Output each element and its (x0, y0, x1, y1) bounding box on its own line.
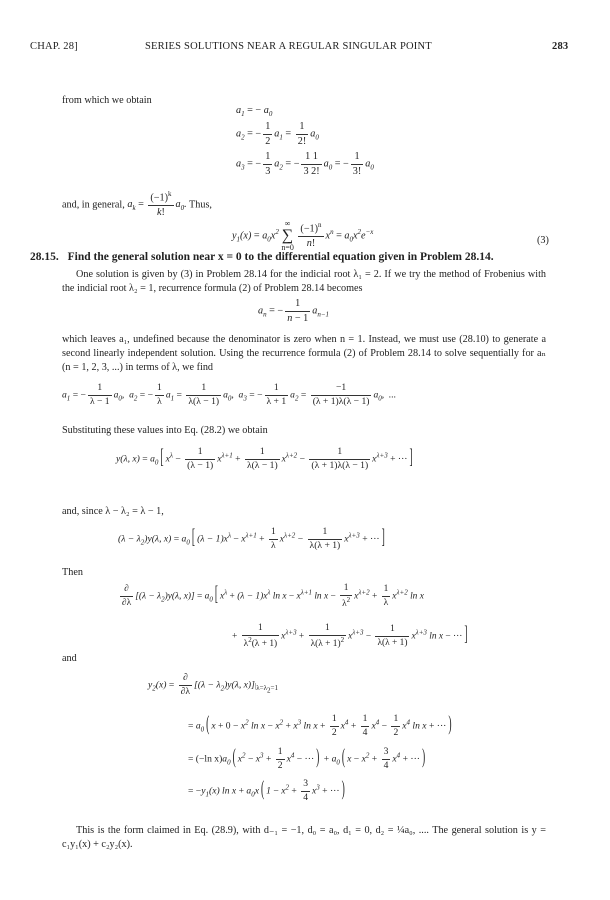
eq-number-3: (3) (537, 235, 549, 246)
running-head-chapter: CHAP. 28] (30, 41, 78, 52)
eq-y2-def: $y_2(x)$ = $\frac{\partial}{\partial\lambda}$ [$(\lambda - \lambda_2)y(\lambda$, $x)]|_{\lambda=\lambda_2=1}$ (148, 672, 278, 697)
problem-number: 28.15. (30, 251, 59, 263)
general-post-text: Thus, (189, 199, 212, 211)
eq-a2: $a_2$ = − $\frac{1}{2}$ $a_1$ = $\frac{1}{2!}$ $a_0$ (236, 121, 319, 147)
eq-y-lambda: y(λ, $x) = a_0$ [ $x^\lambda$ − $\frac{1}{(\lambda - 1)}$ $x^{\lambda+1}$ + $\frac{1}{\lambda(\lambda - 1)}$ $x^{\lambda+2}$ − $\frac{1}{(\lambda + 1)\lambda(\lambda - 1)}$ $x^{\lambda+3}$ + ··· ] (116, 445, 413, 471)
general-pre-text: and, in general, (62, 199, 125, 211)
body-paragraph-4: and, since λ − λ₂ = λ − 1, (62, 506, 164, 517)
eq-recurrence: $a_n$ = − $\frac{1}{n - 1}$ $a_{n-1}$ (258, 298, 330, 324)
eq-y1: $y_1(x) = a_0x^2$ ∞ ∑ n=0 $\frac{(-1)^n}{n!}$ $x^n = a_0x^2e^{-x}$ (232, 219, 374, 252)
intro-text: from which we obtain (62, 95, 152, 106)
body-paragraph-2: which leaves a₁, undefined because the denominator is zero when n = 1. Instead, we must use (28.10) to generate a second linearly independent solution. Using the recurrence formula (2) of Problem 28.14 to solve sequentially for aₙ (n = 1, 2, 3, ...) in terms of λ, we find (62, 334, 546, 373)
eq-a3: $a_3$ = − $\frac{1}{3}$ $a_2$ = − $\frac{1 1}{3 2!}$ $a_0$ = − $\frac{1}{3!}$ $a_0$ (236, 151, 374, 177)
eq-y2-line2: = (−ln $x)a_0$ ( $x^2 - x^3$ + $\frac{1}{2}$ $x^4$ − ··· ) + $a_0$ ( $x - x^2$ + $\frac{3}{4}$ $x^4$ + ··· ) (188, 745, 426, 771)
eq-a1: $a_1$ = − $a_0$ (236, 105, 273, 119)
body-paragraph-7: This is the form claimed in Eq. (28.9), with d₋₁ = −1, d₀ = a₀, d₁ = 0, d₂ = ¼a₀, .... The general solution is y = c₁y₁(x) + c₂y₂(x). (62, 825, 546, 850)
problem-statement: Find the general solution near x = 0 to the differential equation given in Problem 28.14. (67, 251, 494, 263)
eq-derivative-line2: + $\frac{1}{\lambda^2(\lambda + 1)}$ $x^{\lambda+3}$ + $\frac{1}{\lambda(\lambda + 1)^2}$ $x^{\lambda+3}$ − $\frac{1}{\lambda(\lambda + 1)}$ $x^{\lambda+3}$ ln x − ··· ] (232, 623, 468, 649)
eq-ak: $a_k$ = $\frac{(-1)^k}{k!}$ $a_0$. (127, 190, 187, 219)
eq-lambda-minus-lambda2: $(\lambda - \lambda_2)y(\lambda$, $x) = a_0$ [ $(\lambda - 1)x^\lambda - x^{\lambda+1}$ + $\frac{1}{\lambda}$ $x^{\lambda+2}$ − $\frac{1}{\lambda(\lambda + 1)}$ $x^{\lambda+3}$ + ··· ] (118, 525, 385, 551)
body-paragraph-3: Substituting these values into Eq. (28.2) we obtain (62, 425, 268, 436)
running-head-title: SERIES SOLUTIONS NEAR A REGULAR SINGULAR POINT (145, 41, 432, 52)
problem-heading (30, 250, 494, 266)
eq-derivative-line1: $\frac{\partial}{\partial\lambda}$ [$(\lambda - \lambda_2)y(\lambda$, $x)] = a_0$ [ $x^\lambda + (\lambda - 1)x^\lambda$ $\ln x - x^{\lambda+1}$ ln x − $\frac{1}{\lambda^2}$ $x^{\lambda+2}$ + $\frac{1}{\lambda}$ $x^{\lambda+2}$ ln x (122, 583, 424, 609)
eq-y2-line1: = $a_0$ ( $x + 0 - x^2$ $\ln x - x^2 + x^3$ ln x + $\frac{1}{2}$ $x^4$ + $\frac{1}{4}$ $x^4$ − $\frac{1}{2}$ $x^4$ ln x + ··· ) (188, 712, 452, 738)
eq-y2-line3: = $-y_1(x)$ $\ln x + a_0x$ ( $1 - x^2$ + $\frac{3}{4}$ $x^3$ + ··· ) (188, 777, 345, 803)
body-paragraph-1: One solution is given by (3) in Problem 28.14 for the indicial root λ₁ = 2. If we try the method of Frobenius with the indicial root λ₂ = 1, recurrence formula (2) of Problem 28.14 becomes (62, 269, 546, 294)
page-number: 283 (552, 41, 569, 52)
general-formula-line (62, 190, 212, 220)
body-paragraph-6: and (62, 653, 77, 664)
eq-coefficients-lambda: $a_1$ = − $\frac{1}{\lambda - 1}$ $a_0$, $a_2$ = − $\frac{1}{\lambda}$ $a_1$ = $\frac{1}{\lambda(\lambda - 1)}$ $a_0$, $a_3$ = − $\frac{1}{\lambda + 1}$ $a_2$ = $\frac{-1}{(\lambda + 1)\lambda(\lambda - 1)}$ $a_0$, ... (62, 382, 397, 407)
body-paragraph-5: Then (62, 567, 83, 578)
